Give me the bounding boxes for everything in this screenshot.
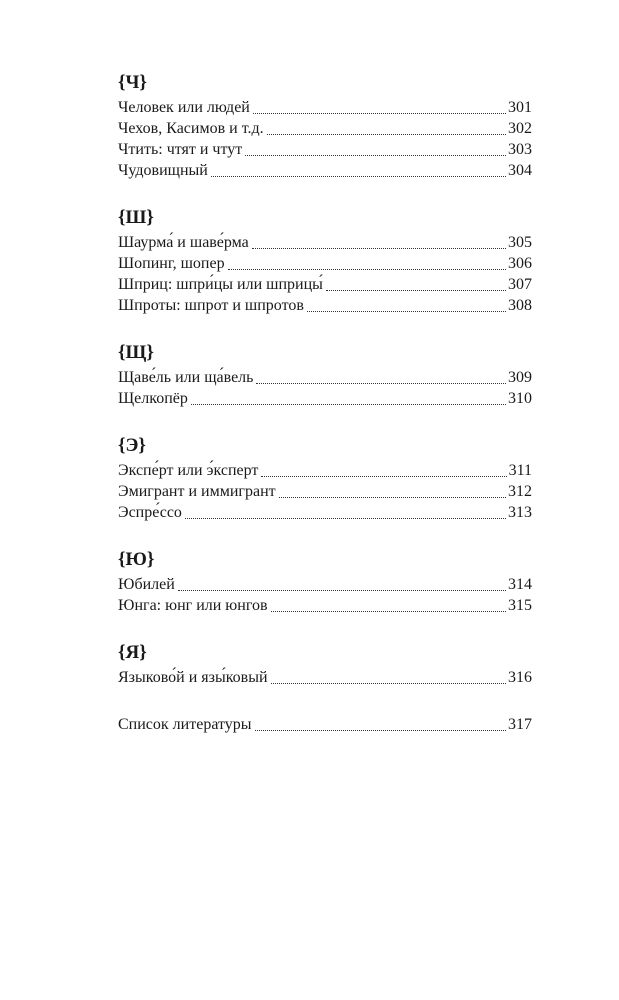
- dot-leader: [178, 589, 506, 591]
- entry-page-number: 312: [508, 483, 532, 500]
- entry-page-number: 305: [508, 234, 532, 251]
- section-heading: {Ч}: [118, 72, 147, 93]
- entry-page-number: 315: [508, 597, 532, 614]
- toc-entry[interactable]: [118, 160, 532, 181]
- entry-page-number: 302: [508, 120, 532, 137]
- toc-entry[interactable]: [118, 232, 532, 253]
- toc-entry[interactable]: [118, 118, 532, 139]
- dot-leader: [267, 133, 506, 135]
- entry-page-number: 314: [508, 576, 532, 593]
- section-heading: {Э}: [118, 435, 146, 456]
- dot-leader: [252, 247, 506, 249]
- entry-page-number: 316: [508, 669, 532, 686]
- section-heading: {Ю}: [118, 549, 155, 570]
- dot-leader: [256, 382, 506, 384]
- entry-title: Юбилей: [118, 576, 175, 593]
- section-yu: [118, 549, 532, 616]
- dot-leader: [271, 610, 506, 612]
- dot-leader: [326, 289, 506, 291]
- table-of-contents: [118, 72, 532, 735]
- toc-entry-bibliography[interactable]: [118, 714, 532, 735]
- entry-page-number: 306: [508, 255, 532, 272]
- entry-title: Щелкопёр: [118, 390, 188, 407]
- section-e: [118, 435, 532, 523]
- entry-page-number: 310: [508, 390, 532, 407]
- toc-entry[interactable]: [118, 274, 532, 295]
- dot-leader: [279, 496, 506, 498]
- section-shcha: [118, 342, 532, 409]
- toc-entry[interactable]: [118, 574, 532, 595]
- toc-entry[interactable]: [118, 295, 532, 316]
- dot-leader: [253, 112, 506, 114]
- entry-title: Чудовищный: [118, 162, 208, 179]
- entry-title: Щаве́ль или ща́вель: [118, 369, 254, 386]
- section-heading: {Я}: [118, 642, 147, 663]
- entry-title: Юнга: юнг или юнгов: [118, 597, 268, 614]
- entry-title: Список литературы: [118, 716, 252, 733]
- dot-leader: [211, 175, 506, 177]
- entry-page-number: 313: [508, 504, 532, 521]
- entry-title: Эспре́ссо: [118, 504, 182, 521]
- toc-entry[interactable]: [118, 139, 532, 160]
- entry-title: Шаурма́ и шаве́рма: [118, 234, 249, 251]
- toc-entry[interactable]: [118, 667, 532, 688]
- entry-page-number: 303: [508, 141, 532, 158]
- dot-leader: [245, 154, 506, 156]
- dot-leader: [185, 517, 506, 519]
- toc-entry[interactable]: [118, 460, 532, 481]
- entry-page-number: 304: [508, 162, 532, 179]
- section-ya: [118, 642, 532, 688]
- toc-entry[interactable]: [118, 595, 532, 616]
- entry-title: Экспе́рт или э́ксперт: [118, 462, 259, 479]
- entry-title: Шопинг, шопер: [118, 255, 225, 272]
- dot-leader: [307, 310, 506, 312]
- entry-page-number: 317: [508, 716, 532, 733]
- entry-title: Языково́й и язы́ковый: [118, 669, 268, 686]
- toc-entry[interactable]: [118, 502, 532, 523]
- toc-entry[interactable]: [118, 367, 532, 388]
- dot-leader: [255, 729, 506, 731]
- section-sha: [118, 207, 532, 316]
- entry-title: Шпроты: шпрот и шпротов: [118, 297, 304, 314]
- entry-page-number: 308: [508, 297, 532, 314]
- dot-leader: [261, 475, 506, 477]
- dot-leader: [271, 682, 506, 684]
- section-heading: {Ш}: [118, 207, 154, 228]
- entry-page-number: 307: [508, 276, 532, 293]
- entry-title: Шприц: шпри́цы или шприцы́: [118, 276, 323, 293]
- entry-title: Чтить: чтят и чтут: [118, 141, 243, 158]
- section-che: [118, 72, 532, 181]
- dot-leader: [228, 268, 506, 270]
- toc-entry[interactable]: [118, 253, 532, 274]
- dot-leader: [191, 403, 506, 405]
- entry-page-number: 311: [508, 462, 532, 479]
- section-heading: {Щ}: [118, 342, 154, 363]
- toc-entry[interactable]: [118, 388, 532, 409]
- entry-title: Человек или людей: [118, 99, 250, 116]
- entry-title: Эмигрант и иммигрант: [118, 483, 276, 500]
- toc-entry[interactable]: [118, 481, 532, 502]
- entry-title: Чехов, Касимов и т.д.: [118, 120, 264, 137]
- entry-page-number: 309: [508, 369, 532, 386]
- entry-page-number: 301: [508, 99, 532, 116]
- toc-entry[interactable]: [118, 97, 532, 118]
